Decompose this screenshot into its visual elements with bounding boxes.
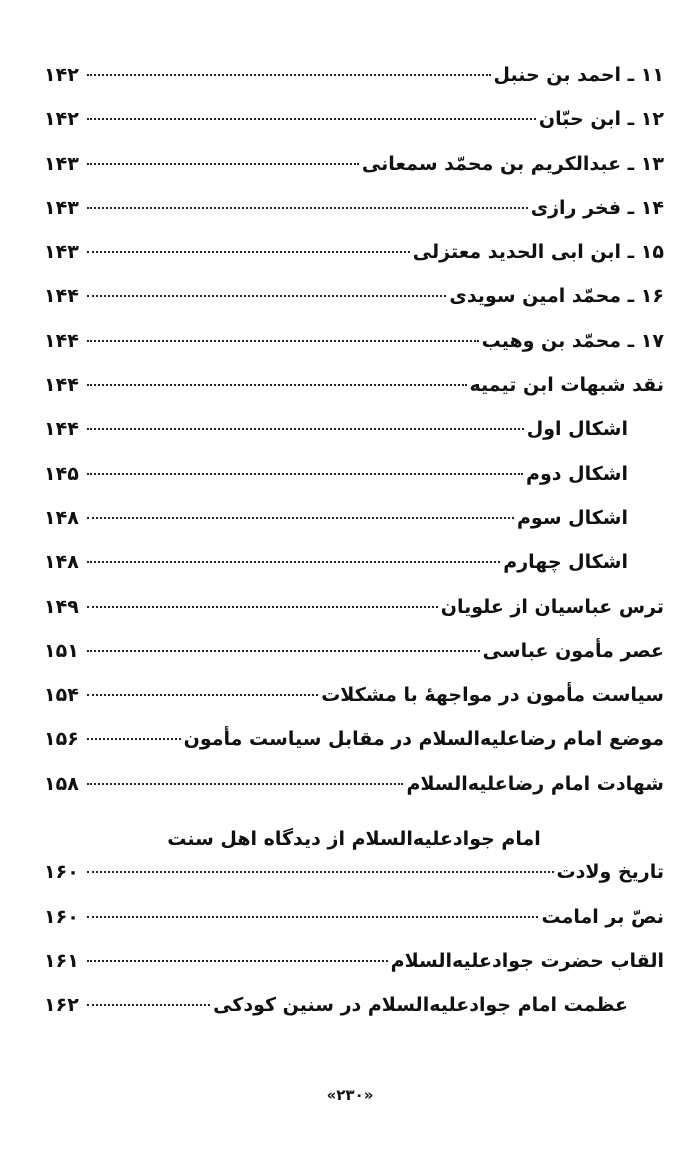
toc-entry-page: ۱۴۲: [44, 108, 79, 131]
toc-entry: [44, 330, 664, 374]
toc-entry-title: تاریخ ولادت: [556, 861, 664, 884]
toc-entry-page: ۱۴۴: [44, 285, 79, 308]
toc-entry-title: اشکال اول: [526, 418, 628, 441]
dot-leader: [87, 74, 491, 76]
dot-leader: [87, 561, 500, 563]
toc-entry-title: موضع امام رضاعلیه‌السلام در مقابل سیاست مأمون: [183, 728, 664, 751]
toc-entry-page: ۱۶۰: [44, 905, 79, 928]
toc-entry: [44, 418, 664, 462]
dot-leader: [87, 738, 181, 740]
dot-leader: [87, 428, 524, 430]
toc-entry-page: ۱۵۸: [44, 772, 79, 795]
toc-entry-title: ۱۲ ـ ابن حبّان: [538, 108, 664, 131]
dot-leader: [87, 871, 554, 873]
dot-leader: [87, 650, 480, 652]
toc-entry-title: ۱۷ ـ محمّد بن وهیب: [481, 329, 664, 352]
toc-entry-title: نقد شبهات ابن تیمیه: [469, 374, 664, 397]
toc-entry: [44, 64, 664, 108]
toc-entry: [44, 640, 664, 684]
toc-entry-page: ۱۴۹: [44, 595, 79, 618]
toc-entry: [44, 241, 664, 285]
toc-group-1: [44, 64, 664, 817]
toc-entry-page: ۱۴۵: [44, 462, 79, 485]
table-of-contents: [44, 64, 664, 1039]
toc-entry: [44, 374, 664, 418]
toc-entry-page: ۱۵۴: [44, 684, 79, 707]
toc-entry: [44, 551, 664, 595]
section-heading: امام جوادعلیه‌السلام از دیدگاه اهل سنت: [167, 828, 541, 851]
toc-entry-page: ۱۶۲: [44, 994, 79, 1017]
dot-leader: [87, 163, 359, 165]
toc-entry: [44, 197, 664, 241]
toc-entry: [44, 950, 664, 994]
toc-entry-title: ۱۵ ـ ابن ابی الحدید معتزلی: [412, 241, 664, 264]
toc-entry-title: ۱۶ ـ محمّد امین سویدی: [449, 285, 664, 308]
toc-entry: [44, 153, 664, 197]
toc-entry-title: اشکال سوم: [516, 506, 628, 529]
toc-entry-title: نصّ بر امامت: [541, 905, 664, 928]
toc-entry: [44, 773, 664, 817]
toc-entry-page: ۱۴۸: [44, 506, 79, 529]
page-number: «۲۳۰»: [326, 1086, 374, 1104]
toc-entry-title: اشکال چهارم: [503, 551, 628, 574]
toc-entry: [44, 463, 664, 507]
toc-entry: [44, 596, 664, 640]
dot-leader: [87, 783, 403, 785]
dot-leader: [87, 1004, 210, 1006]
dot-leader: [87, 916, 538, 918]
dot-leader: [87, 694, 318, 696]
toc-entry-page: ۱۶۱: [44, 949, 79, 972]
toc-entry-page: ۱۴۲: [44, 64, 79, 86]
dot-leader: [87, 207, 528, 209]
toc-entry: [44, 861, 664, 905]
dot-leader: [87, 384, 467, 386]
toc-entry-title: ۱۱ ـ احمد بن حنبل: [493, 64, 664, 86]
toc-entry-title: اشکال دوم: [526, 462, 628, 485]
toc-entry: [44, 906, 664, 950]
toc-entry-title: ۱۴ ـ فخر رازی: [530, 196, 664, 219]
toc-entry: [44, 507, 664, 551]
dot-leader: [87, 295, 446, 297]
toc-entry-page: ۱۴۳: [44, 196, 79, 219]
dot-leader: [87, 517, 514, 519]
toc-entry-page: ۱۴۴: [44, 374, 79, 397]
toc-entry-title: عظمت امام جوادعلیه‌السلام در سنین کودکی: [213, 994, 628, 1017]
dot-leader: [87, 251, 410, 253]
toc-entry-title: عصر مأمون عباسی: [482, 639, 664, 662]
toc-entry-title: ترس عباسیان از علویان: [440, 595, 664, 618]
toc-entry-page: ۱۴۳: [44, 152, 79, 175]
toc-entry: [44, 108, 664, 152]
toc-entry-title: شهادت امام رضاعلیه‌السلام: [406, 772, 664, 795]
dot-leader: [87, 473, 523, 475]
toc-entry-page: ۱۵۱: [44, 639, 79, 662]
toc-entry-page: ۱۴۸: [44, 551, 79, 574]
toc-entry-title: سیاست مأمون در مواجههٔ با مشکلات: [321, 684, 664, 707]
toc-entry: [44, 285, 664, 329]
toc-entry-page: ۱۴۳: [44, 241, 79, 264]
toc-group-2: [44, 861, 664, 1038]
toc-entry: [44, 728, 664, 772]
toc-entry-page: ۱۵۶: [44, 728, 79, 751]
toc-entry: [44, 684, 664, 728]
dot-leader: [87, 606, 438, 608]
toc-entry-title: القاب حضرت جوادعلیه‌السلام: [390, 949, 664, 972]
toc-entry-title: ۱۳ ـ عبدالکریم بن محمّد سمعانی: [361, 152, 664, 175]
toc-entry-page: ۱۴۴: [44, 329, 79, 352]
toc-entry-page: ۱۴۴: [44, 418, 79, 441]
toc-entry-page: ۱۶۰: [44, 861, 79, 884]
dot-leader: [87, 118, 536, 120]
dot-leader: [87, 960, 388, 962]
toc-entry: [44, 994, 664, 1038]
dot-leader: [87, 340, 479, 342]
